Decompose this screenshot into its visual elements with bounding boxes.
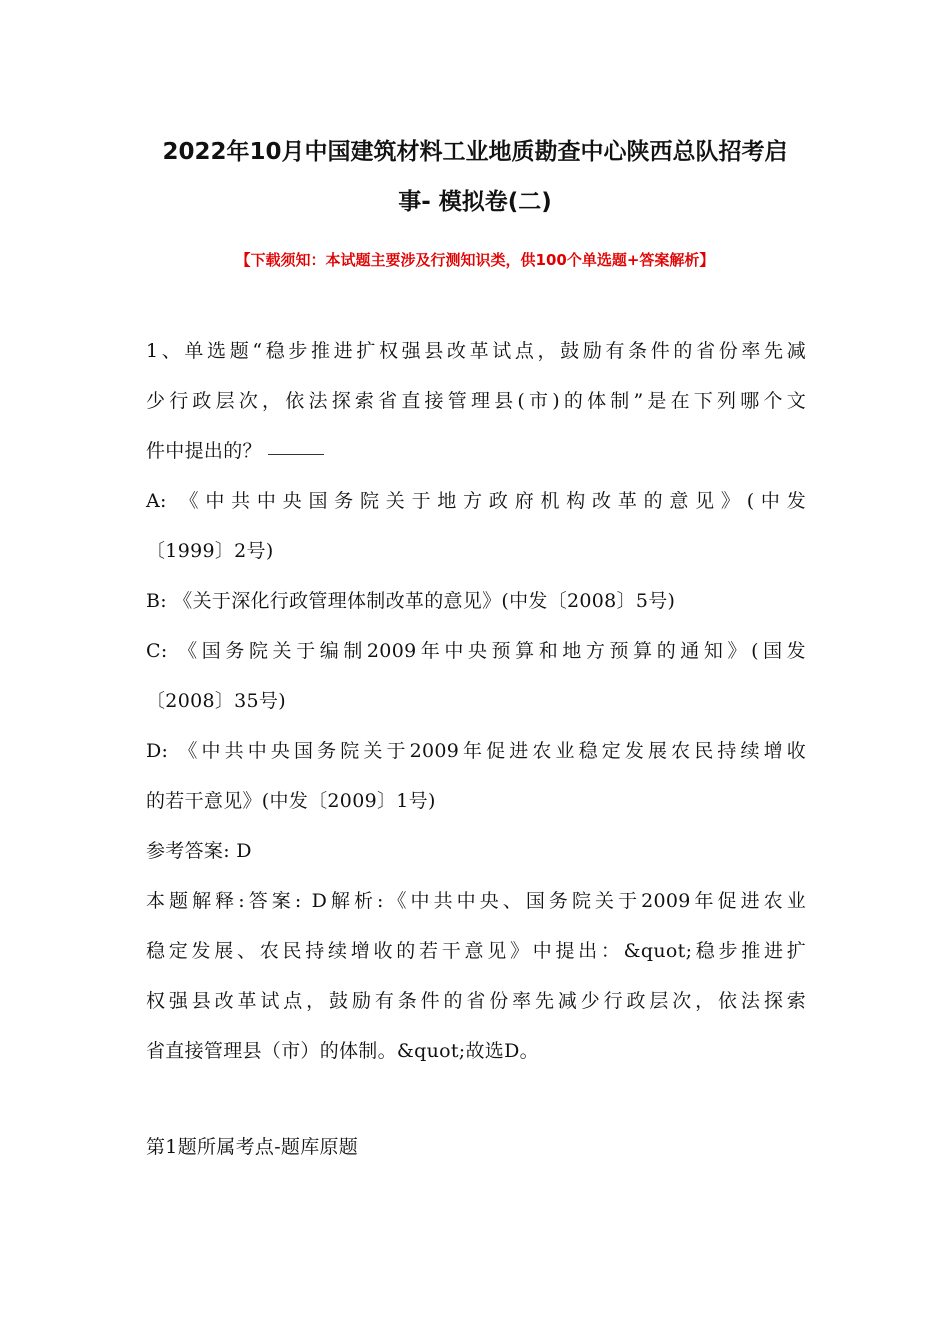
question-stem-line-2: 少行政层次，依法探索省直接管理县(市)的体制”是在下列哪个文: [146, 390, 806, 412]
option-b: B: 《关于深化行政管理体制改革的意见》(中发〔2008〕5号): [146, 590, 676, 612]
download-notice: 【下载须知：本试题主要涉及行测知识类，供100个单选题+答案解析】: [235, 251, 715, 269]
explanation-line-1: 本题解释:答案: D解析:《中共中央、国务院关于2009年促进农业: [146, 890, 806, 912]
answer-blank: [268, 453, 324, 455]
option-d-line-2: 的若干意见》(中发〔2009〕1号): [146, 790, 436, 812]
option-a-line-2: 〔1999〕2号): [146, 540, 274, 562]
explanation-line-3: 权强县改革试点，鼓励有条件的省份率先减少行政层次，依法探索: [146, 990, 806, 1012]
reference-answer: 参考答案: D: [146, 840, 252, 862]
question-topic: 第1题所属考点-题库原题: [146, 1136, 359, 1158]
explanation-line-2: 稳定发展、农民持续增收的若干意见》中提出：&quot;稳步推进扩: [146, 940, 806, 962]
question-stem-text: 件中提出的？: [146, 440, 262, 462]
document-title-line-2: 事- 模拟卷(二): [398, 189, 552, 215]
question-stem-line-1: 1、单选题“稳步推进扩权强县改革试点，鼓励有条件的省份率先减: [146, 340, 806, 362]
option-c-line-2: 〔2008〕35号): [146, 690, 286, 712]
option-a-line-1: A: 《中共中央国务院关于地方政府机构改革的意见》(中发: [146, 490, 806, 512]
document-title-line-1: 2022年10月中国建筑材料工业地质勘查中心陕西总队招考启: [162, 139, 788, 165]
option-d-line-1: D: 《中共中央国务院关于2009年促进农业稳定发展农民持续增收: [146, 740, 806, 762]
question-stem-line-3: [146, 442, 806, 461]
explanation-line-4: 省直接管理县（市）的体制。&quot;故选D。: [146, 1040, 539, 1062]
option-c-line-1: C: 《国务院关于编制2009年中央预算和地方预算的通知》(国发: [146, 640, 806, 662]
